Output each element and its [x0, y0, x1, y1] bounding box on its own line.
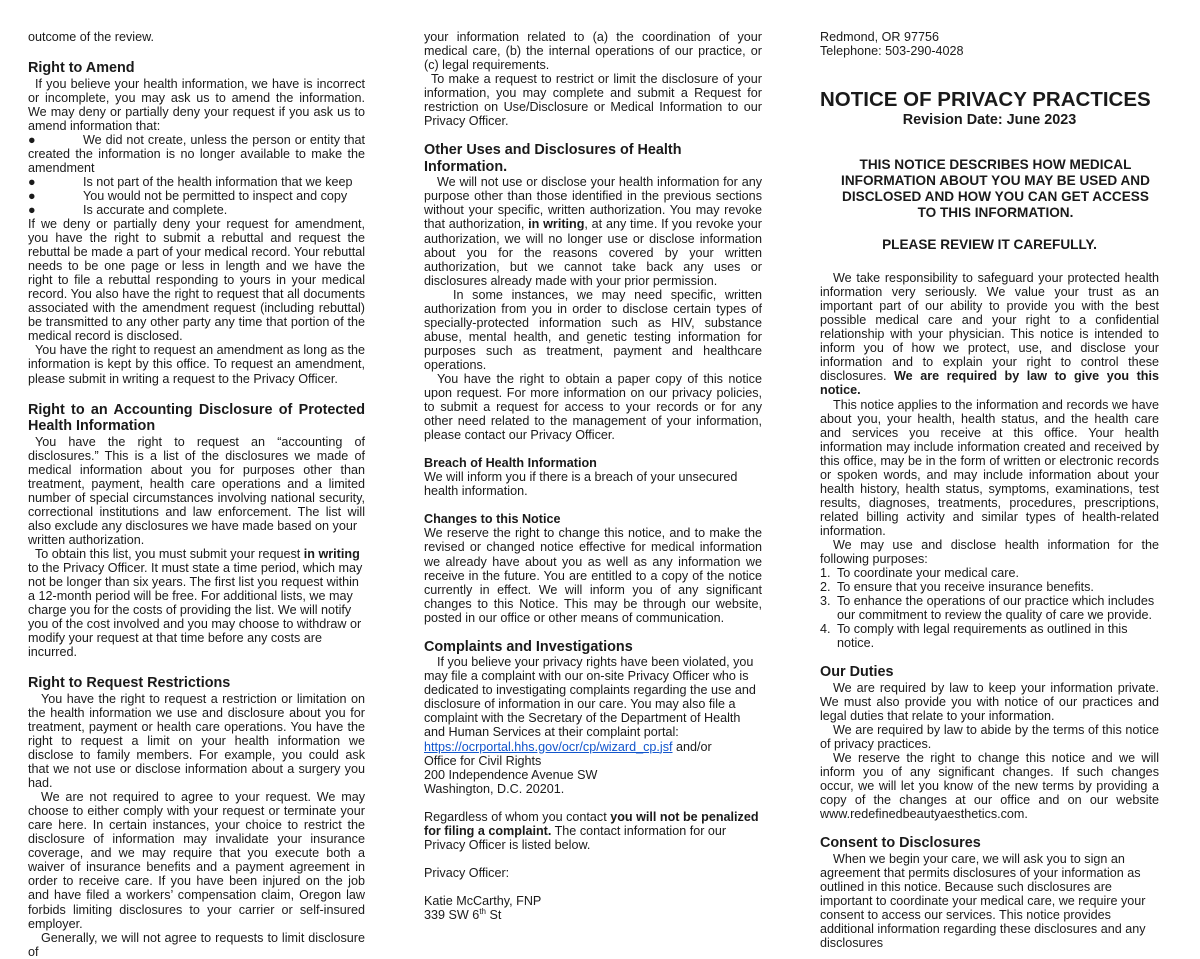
- restrictions-paragraph-2: We are not required to agree to your request. We may choose to either comply with your request or terminate your care here. In certain instances, your choice to restrict the disclosure of information may invalidate your insurance coverage, and we may require that you execute both a waiver of insurance benefits and a payment agreement in order to receive care. If you have been injured on the job and have filed a workers’ compensation claim, Oregon law forbids limiting disclosures to your carrier or self-insured employer.: [28, 790, 365, 931]
- privacy-officer-label: Privacy Officer:: [424, 865, 510, 880]
- no-penalty-paragraph: Regardless of whom you contact you will not be penalized for filing a complaint. The contact information for our Privacy Officer is listed below.: [424, 809, 759, 852]
- other-uses-paragraph-3: You have the right to obtain a paper copy of this notice upon request. For more information on our privacy policies, to submit a request for access to your records or for any other need related to the management of your information, please contact our Privacy Officer.: [424, 371, 762, 443]
- amend-paragraph-3: You have the right to request an amendment as long as the information is kept by this office. To request an amendment, please submit in writing a request to the Privacy Officer.: [28, 343, 365, 386]
- column-right: [820, 30, 1159, 950]
- bullet-icon: ●: [28, 188, 36, 203]
- request-restrictions-heading: Right to Request Restrictions: [28, 675, 231, 692]
- ocr-address-line-1: Office for Civil Rights: [424, 753, 542, 768]
- our-duties-heading: Our Duties: [820, 664, 894, 681]
- duties-paragraph-2: We are required by law to abide by the terms of this notice of privacy practices.: [820, 723, 1159, 752]
- notice-title: NOTICE OF PRIVACY PRACTICES: [820, 88, 1151, 112]
- amend-bullet-1: ● We did not create, unless the person or entity that created the information is no longer available to make the amendment: [28, 132, 365, 175]
- revision-date: Revision Date: June 2023: [902, 112, 1077, 129]
- right-to-amend-heading: Right to Amend: [28, 60, 135, 77]
- bullet-icon: ●: [28, 132, 36, 147]
- purpose-item-1: 1. To coordinate your medical care.: [820, 566, 1019, 581]
- restrictions-continued: your information related to (a) the coordination of your medical care, (b) the internal operations of our practice, or (c) legal requirements.: [424, 30, 762, 73]
- amend-paragraph-1: If you believe your health information, we have is incorrect or incomplete, you may ask us to amend the information. We may deny or partially deny your request if you ask us to amend information that:: [28, 76, 365, 133]
- bullet-icon: ●: [28, 202, 36, 217]
- column-middle: [424, 30, 762, 922]
- complaints-heading: Complaints and Investigations: [424, 638, 633, 655]
- consent-heading: Consent to Disclosures: [820, 835, 981, 852]
- column-left: [28, 30, 365, 959]
- office-telephone: Telephone: 503-290-4028: [820, 44, 964, 59]
- other-uses-heading: Other Uses and Disclosures of Health Information.: [424, 142, 682, 175]
- consent-paragraph: When we begin your care, we will ask you to sign an agreement that permits disclosures of your information as outlined in this notice. Because such disclosures are important to coordinate your medical care, we require your consent to access our services. This notice provides additional information regarding these disclosures and any disclosures: [820, 851, 1146, 951]
- amend-bullet-4: ● Is accurate and complete.: [28, 202, 228, 217]
- office-city: Redmond, OR 97756: [820, 30, 940, 44]
- breach-paragraph: We will inform you if there is a breach of your unsecured health information.: [424, 470, 738, 499]
- amend-bullet-2: ● Is not part of the health information that we keep: [28, 174, 353, 189]
- changes-paragraph: We reserve the right to change this notice, and to make the revised or changed notice effective for medical information we already have about you as well as any information we receive in the future. You are entitled to a copy of the notice currently in effect. We will inform you of any significant changes to this Notice. This may be through our website, posted in our office or other means of communication.: [424, 526, 762, 625]
- other-uses-paragraph-2: In some instances, we may need specific, written authorization from you in order to disclose certain types of specially-protected information such as HIV, substance abuse, mental health, and genetic testing information for purposes such as treatment, payment and healthcare operations.: [424, 287, 762, 372]
- accounting-paragraph-1: You have the right to request an “accounting of disclosures.” This is a list of the disclosures we made of medical information about you for purposes other than treatment, payment, health care operations and a limited number of special circumstances involving national security, correctional institutions and law enforcement. The list will also exclude any disclosures we have made based on your: [28, 434, 365, 533]
- breach-heading: Breach of Health Information: [424, 456, 597, 471]
- outcome-text: outcome of the review.: [28, 30, 155, 44]
- restriction-request-paragraph: To make a request to restrict or limit the disclosure of your information, you may complete and submit a Request for restriction on Use/Disclosure or Medical Information to our Privacy Officer.: [424, 72, 762, 129]
- changes-heading: Changes to this Notice: [424, 512, 561, 527]
- purpose-item-2: 2. To ensure that you receive insurance benefits.: [820, 580, 1094, 595]
- duties-paragraph-1: We are required by law to keep your information private. We must also provide you with notice of our practices and legal duties that relate to your information.: [820, 680, 1159, 723]
- intro-paragraph: We take responsibility to safeguard your protected health information very seriously. We value your trust as an important part of our ability to provide you with the best possible medical care and your right to a confidential relationship with your physician. This notice is intended to inform you of how we protect, use, and disclose your information and to explain your right to control these disclosures. We are required by law to give you this notice.: [820, 271, 1159, 398]
- accounting-paragraph-2: To obtain this list, you must submit your request in writing to the Privacy Officer. It must state a time period, which may not be longer than six years. The first list you request within a 12-month period will be free. For additional lists, we may charge you for the costs of providing the list. We will notify you of the cost involved and you may choose to withdraw or modify your request at that time before any costs are incurred.: [28, 546, 363, 660]
- purposes-intro: We may use and disclose health information for the following purposes:: [820, 537, 1159, 567]
- privacy-officer-name: Katie McCarthy, FNP: [424, 893, 542, 908]
- notice-describes-banner: THIS NOTICE DESCRIBES HOW MEDICAL INFORMATION ABOUT YOU MAY BE USED AND DISCLOSED AND HOW YOU CAN GET ACCESS TO THIS INFORMATION.: [841, 157, 1150, 221]
- complaint-portal-link[interactable]: https://ocrportal.hhs.gov/ocr/cp/wizard_cp.jsf: [424, 739, 673, 754]
- other-uses-paragraph-1: We will not use or disclose your health information for any purpose other than those identified in the previous sections without your specific, written authorization. You may revoke that authorization, in writing, at any time. If you revoke your authorization, we will no longer use or disclose information about you for the reasons covered by your written authorization, but we cannot take back any uses or disclosures already made with your prior permission.: [424, 175, 762, 288]
- amend-paragraph-2: If we deny or partially deny your request for amendment, you have the right to submit a rebuttal and request the rebuttal be made a part of your medical record. Your rebuttal needs to be one page or less in length and we have the right to file a rebuttal responding to yours in your medical record. You also have the right to request that all documents associated with the amendment request (including rebuttal) be transmitted to any other party any time that portion of the medical record is disclosed.: [28, 217, 365, 344]
- restrictions-paragraph-1: You have the right to request a restriction or limitation on the health information we use and disclosure about you for treatment, payment or health care operations. You have the right to request a limit on your health information we disclose to family members. For example, you could ask that we not use or disclose information about a surgery you had.: [28, 691, 365, 791]
- ocr-address-line-2: 200 Independence Avenue SW: [424, 767, 598, 782]
- privacy-officer-address: 339 SW 6th St: [424, 906, 502, 922]
- bullet-icon: ●: [28, 174, 36, 189]
- complaints-paragraph: If you believe your privacy rights have been violated, you may file a complaint with our on-site Privacy Officer who is dedicated to investigating complaints regarding the use and disclosure of information in our care. You may also file a complaint with the Secretary of the Department of Health and Human Services at their complaint portal:: [424, 655, 756, 740]
- restrictions-paragraph-3: Generally, we will not agree to requests to limit disclosure of: [28, 930, 365, 959]
- purpose-item-4: 4. To comply with legal requirements as outlined in this notice.: [820, 622, 1128, 651]
- ocr-address-line-3: Washington, D.C. 20201.: [424, 781, 565, 796]
- amend-bullet-3: ● You would not be permitted to inspect and copy: [28, 188, 348, 203]
- accounting-paragraph-1-end: written authorization.: [28, 532, 145, 547]
- applies-paragraph: This notice applies to the information and records we have about you, your health, health status, and the health care and services you receive at this office. Your health information may include information created and received by this office, may be in the form of written or electronic records or spoken words, and may include information about your health history, health status, symptoms, examinations, test results, diagnoses, treatments, procedures, prescriptions, related billing activity and similar types of health-related information.: [820, 397, 1159, 538]
- review-carefully-banner: PLEASE REVIEW IT CAREFULLY.: [882, 237, 1097, 253]
- portal-line: https://ocrportal.hhs.gov/ocr/cp/wizard_cp.jsf and/or: [424, 739, 712, 754]
- duties-paragraph-3: We reserve the right to change this notice and we will inform you of any significant changes. If such changes occur, we will let you know of the new terms by providing a copy of the changes at our office and on our website www.redefinedbeautyaesthetics.com.: [820, 751, 1159, 822]
- purpose-item-3: 3. To enhance the operations of our practice which includes our commitment to review the quality of care we provide.: [820, 594, 1155, 623]
- accounting-disclosure-heading: Right to an Accounting Disclosure of Protected Health Information: [28, 401, 365, 435]
